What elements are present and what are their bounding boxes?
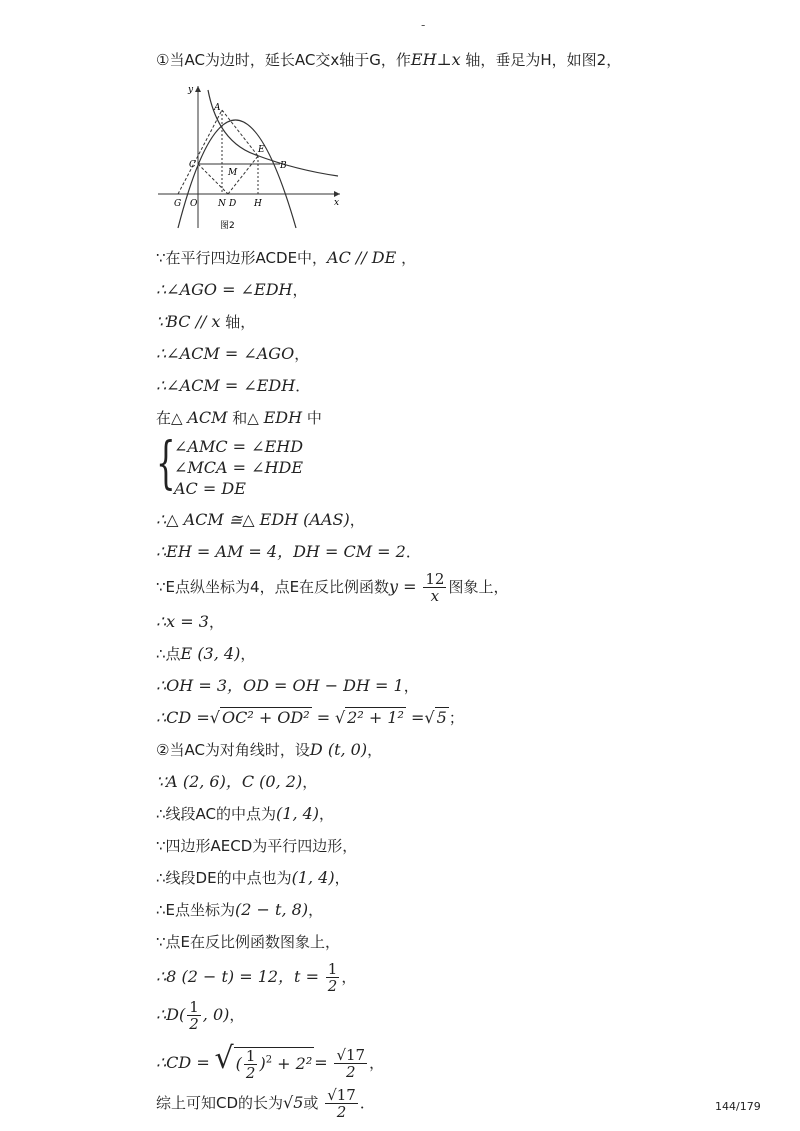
step-x-equals-3: ∴x = 3， — [156, 612, 224, 631]
step-oh-od: ∴OH = 3，OD = OH − DH = 1， — [156, 676, 419, 695]
step-angle-acm-edh: ∴∠ACM = ∠EDH． — [156, 376, 311, 395]
congruence-conditions — [156, 431, 756, 500]
label-c: C — [189, 160, 196, 170]
figure-caption: 图2 — [220, 221, 235, 231]
step-lengths: ∴EH = AM = 4，DH = CM = 2． — [156, 542, 421, 561]
step-bc-parallel: ∵BC // x 轴， — [156, 312, 256, 331]
step-cd-case2: ∴CD = √ ( $\frac{1}{2}$ )$^2$ + 2² = $\frac{√17}{2}$ ， — [156, 1041, 385, 1082]
label-n: N — [218, 199, 226, 209]
conclusion: 综上可知CD的长为√5或 $\frac{√17}{2}$ ． — [156, 1086, 375, 1121]
segment-ae — [222, 110, 258, 156]
step-ac-midpoint: ∴线段AC的中点为(1, 4)， — [156, 804, 335, 823]
top-mark: - — [421, 18, 426, 32]
label-h: H — [254, 199, 262, 209]
label-m: M — [228, 168, 238, 178]
label-a: A — [214, 103, 221, 113]
label-e: E — [258, 145, 265, 155]
left-brace: { — [156, 431, 176, 496]
label-x: x — [334, 198, 340, 208]
step-angle-acm-ago: ∴∠ACM = ∠AGO， — [156, 344, 310, 363]
x-axis-arrow — [334, 191, 340, 197]
step-congruent: ∴△ ACM ≅△ EDH (AAS)， — [156, 510, 365, 529]
label-o: O — [190, 199, 198, 209]
figure-2 — [156, 82, 356, 232]
step-solve-t: ∴8 (2 − t) = 12，t = $\frac{1}{2}$ ， — [156, 960, 357, 995]
fraction-sqrt17-over-2: $\frac{√17}{2}$ — [336, 1046, 366, 1081]
step-de-midpoint: ∴线段DE的中点也为(1, 4)， — [156, 868, 350, 887]
fraction-12-over-x: $\frac{12}{x}$ — [425, 570, 445, 605]
solution-body — [156, 44, 756, 1122]
segment-cd — [198, 164, 228, 194]
label-y: y — [188, 85, 194, 95]
label-d: D — [229, 199, 237, 209]
condition-3: AC = DE — [174, 479, 246, 498]
condition-2: ∠MCA = ∠HDE — [174, 458, 304, 477]
condition-1: ∠AMC = ∠EHD — [174, 437, 304, 456]
line-ag — [178, 110, 222, 194]
step-e-on-graph: ∵点E在反比例函数图象上， — [156, 933, 341, 951]
step-inverse-function: ∵E点纵坐标为4，点E在反比例函数y = $\frac{12}{x}$ 图象上， — [156, 570, 509, 605]
y-axis-arrow — [195, 86, 201, 92]
step-parallelogram: ∵在平行四边形ACDE中，AC // DE ， — [156, 248, 417, 267]
step-point-d: ∴D( $\frac{1}{2}$ , 0)， — [156, 998, 245, 1033]
fraction-sqrt17-over-2-final: $\frac{√17}{2}$ — [327, 1086, 356, 1121]
fraction-one-half: $\frac{1}{2}$ — [327, 960, 338, 995]
step-aecd-parallelogram: ∵四边形AECD为平行四边形， — [156, 837, 358, 855]
case-2-intro: ②当AC为对角线时，设D (t, 0)， — [156, 740, 383, 759]
step-angle-ago: ∴∠AGO = ∠EDH， — [156, 280, 308, 299]
label-b: B — [280, 161, 287, 171]
label-g: G — [174, 199, 182, 209]
step-a-c-coords: ∵A (2, 6)，C (0, 2)， — [156, 772, 318, 791]
step-triangles-intro: 在△ ACM 和△ EDH 中 — [156, 408, 322, 427]
step-point-e: ∴点E (3, 4)， — [156, 644, 256, 663]
step-e-coords: ∴E点坐标为(2 − t, 8)， — [156, 900, 324, 919]
step-cd-case1: ∴CD =√ OC² + OD² = √ 2² + 1² =√ 5 ； — [156, 708, 464, 727]
fraction-one-half-d: $\frac{1}{2}$ — [189, 998, 199, 1033]
page-number: 144/179 — [715, 1100, 761, 1113]
case-1-intro: ①当AC为边时，延长AC交x轴于G，作EH⊥x 轴，垂足为H，如图2， — [156, 50, 622, 69]
